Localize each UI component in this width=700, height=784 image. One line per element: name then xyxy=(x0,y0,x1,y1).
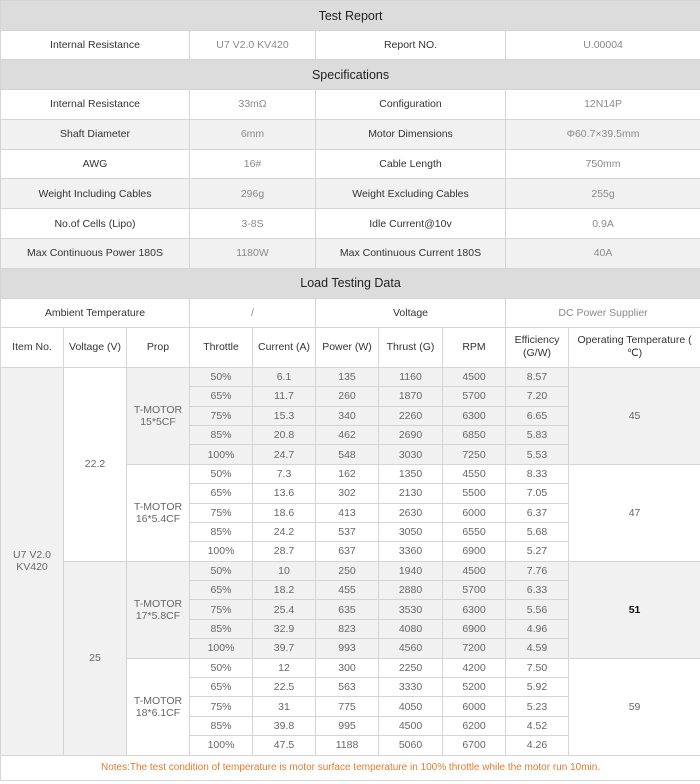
rpm-value: 5700 xyxy=(443,581,506,600)
col-header-current: Current (A) xyxy=(253,327,316,367)
report-model: U7 V2.0 KV420 xyxy=(190,31,316,60)
current-value: 24.2 xyxy=(253,522,316,541)
specifications-header xyxy=(1,60,700,90)
current-value: 10 xyxy=(253,561,316,580)
efficiency-value: 5.23 xyxy=(506,697,569,716)
rpm-value: 6000 xyxy=(443,503,506,522)
spec-value: 12N14P xyxy=(506,90,700,120)
spec-row xyxy=(1,119,700,149)
throttle-value: 65% xyxy=(190,581,253,600)
spec-label: Internal Resistance xyxy=(1,90,190,120)
specifications-body xyxy=(1,90,700,269)
power-value: 823 xyxy=(316,619,379,638)
load-testing-body xyxy=(1,367,700,755)
spec-label: Idle Current@10v xyxy=(316,209,506,239)
efficiency-value: 8.57 xyxy=(506,367,569,386)
throttle-value: 85% xyxy=(190,619,253,638)
thrust-value: 2880 xyxy=(379,581,443,600)
thrust-value: 3530 xyxy=(379,600,443,619)
load-table-headers xyxy=(1,327,700,367)
rpm-value: 7250 xyxy=(443,445,506,464)
spec-label: Max Continuous Current 180S xyxy=(316,238,506,268)
rpm-value: 4500 xyxy=(443,561,506,580)
throttle-value: 85% xyxy=(190,716,253,735)
spec-label: Cable Length xyxy=(316,149,506,179)
power-value: 250 xyxy=(316,561,379,580)
test-report-header xyxy=(1,1,700,31)
throttle-value: 50% xyxy=(190,464,253,483)
rpm-value: 6300 xyxy=(443,406,506,425)
power-value: 413 xyxy=(316,503,379,522)
power-value: 635 xyxy=(316,600,379,619)
report-row xyxy=(1,31,700,60)
rpm-value: 6700 xyxy=(443,736,506,755)
operating-temperature: 51 xyxy=(569,561,700,658)
rpm-value: 4550 xyxy=(443,464,506,483)
spec-row xyxy=(1,179,700,209)
throttle-value: 100% xyxy=(190,639,253,658)
spec-label: Weight Including Cables xyxy=(1,179,190,209)
current-value: 7.3 xyxy=(253,464,316,483)
voltage-label: Voltage xyxy=(316,298,506,327)
thrust-value: 2250 xyxy=(379,658,443,677)
thrust-value: 1350 xyxy=(379,464,443,483)
thrust-value: 3330 xyxy=(379,678,443,697)
power-value: 462 xyxy=(316,425,379,444)
col-header-thrust: Thrust (G) xyxy=(379,327,443,367)
rpm-value: 4500 xyxy=(443,367,506,386)
spec-row xyxy=(1,90,700,120)
thrust-value: 4080 xyxy=(379,619,443,638)
power-value: 775 xyxy=(316,697,379,716)
power-value: 455 xyxy=(316,581,379,600)
spec-label: Configuration xyxy=(316,90,506,120)
rpm-value: 5200 xyxy=(443,678,506,697)
report-label: Internal Resistance xyxy=(1,31,190,60)
notes-text: Notes:The test condition of temperature is motor surface temperature in 100% throttle while the motor run 10min. xyxy=(1,755,700,780)
col-header-power: Power (W) xyxy=(316,327,379,367)
prop-name: T-MOTOR 18*6.1CF xyxy=(127,658,190,755)
throttle-value: 65% xyxy=(190,484,253,503)
spec-value: 296g xyxy=(190,179,316,209)
thrust-value: 3050 xyxy=(379,522,443,541)
rpm-value: 6200 xyxy=(443,716,506,735)
voltage-value: 25 xyxy=(64,561,127,755)
throttle-value: 85% xyxy=(190,522,253,541)
throttle-value: 50% xyxy=(190,367,253,386)
throttle-value: 100% xyxy=(190,542,253,561)
prop-name: T-MOTOR 17*5.8CF xyxy=(127,561,190,658)
power-value: 135 xyxy=(316,367,379,386)
throttle-value: 100% xyxy=(190,445,253,464)
prop-name: T-MOTOR 15*5CF xyxy=(127,367,190,464)
report-no-value: U.00004 xyxy=(506,31,700,60)
thrust-value: 4560 xyxy=(379,639,443,658)
current-value: 13.6 xyxy=(253,484,316,503)
efficiency-value: 6.65 xyxy=(506,406,569,425)
throttle-value: 50% xyxy=(190,658,253,677)
rpm-value: 4200 xyxy=(443,658,506,677)
throttle-value: 75% xyxy=(190,600,253,619)
thrust-value: 1160 xyxy=(379,367,443,386)
throttle-value: 75% xyxy=(190,697,253,716)
throttle-value: 65% xyxy=(190,387,253,406)
efficiency-value: 7.76 xyxy=(506,561,569,580)
efficiency-value: 5.27 xyxy=(506,542,569,561)
col-header-rpm: RPM xyxy=(443,327,506,367)
current-value: 31 xyxy=(253,697,316,716)
current-value: 12 xyxy=(253,658,316,677)
thrust-value: 4500 xyxy=(379,716,443,735)
throttle-value: 100% xyxy=(190,736,253,755)
col-header-throttle: Throttle xyxy=(190,327,253,367)
current-value: 25.4 xyxy=(253,600,316,619)
rpm-value: 6000 xyxy=(443,697,506,716)
ambient-value: / xyxy=(190,298,316,327)
spec-row xyxy=(1,238,700,268)
ambient-row xyxy=(1,298,700,327)
power-value: 1188 xyxy=(316,736,379,755)
operating-temperature: 45 xyxy=(569,367,700,464)
current-value: 11.7 xyxy=(253,387,316,406)
thrust-value: 3360 xyxy=(379,542,443,561)
rpm-value: 7200 xyxy=(443,639,506,658)
spec-value: 0.9A xyxy=(506,209,700,239)
efficiency-value: 4.26 xyxy=(506,736,569,755)
throttle-value: 65% xyxy=(190,678,253,697)
efficiency-value: 7.20 xyxy=(506,387,569,406)
thrust-value: 2690 xyxy=(379,425,443,444)
thrust-value: 2260 xyxy=(379,406,443,425)
current-value: 39.8 xyxy=(253,716,316,735)
col-header-prop: Prop xyxy=(127,327,190,367)
thrust-value: 2130 xyxy=(379,484,443,503)
col-header-voltage: Voltage (V) xyxy=(64,327,127,367)
efficiency-value: 7.50 xyxy=(506,658,569,677)
item-no: U7 V2.0 KV420 xyxy=(1,367,64,755)
spec-value: 16# xyxy=(190,149,316,179)
power-value: 300 xyxy=(316,658,379,677)
power-value: 162 xyxy=(316,464,379,483)
rpm-value: 5700 xyxy=(443,387,506,406)
rpm-value: 6900 xyxy=(443,619,506,638)
efficiency-value: 5.53 xyxy=(506,445,569,464)
col-header-item: Item No. xyxy=(1,327,64,367)
spec-value: 33mΩ xyxy=(190,90,316,120)
spec-row xyxy=(1,209,700,239)
current-value: 15.3 xyxy=(253,406,316,425)
current-value: 6.1 xyxy=(253,367,316,386)
current-value: 22.5 xyxy=(253,678,316,697)
power-value: 340 xyxy=(316,406,379,425)
power-value: 302 xyxy=(316,484,379,503)
spec-row xyxy=(1,149,700,179)
data-row xyxy=(1,561,700,580)
rpm-value: 5500 xyxy=(443,484,506,503)
efficiency-value: 8.33 xyxy=(506,464,569,483)
current-value: 20.8 xyxy=(253,425,316,444)
current-value: 24.7 xyxy=(253,445,316,464)
spec-value: 255g xyxy=(506,179,700,209)
current-value: 32.9 xyxy=(253,619,316,638)
current-value: 18.2 xyxy=(253,581,316,600)
current-value: 47.5 xyxy=(253,736,316,755)
notes-row xyxy=(1,755,700,780)
rpm-value: 6550 xyxy=(443,522,506,541)
spec-label: AWG xyxy=(1,149,190,179)
thrust-value: 1870 xyxy=(379,387,443,406)
thrust-value: 4050 xyxy=(379,697,443,716)
efficiency-value: 5.92 xyxy=(506,678,569,697)
thrust-value: 5060 xyxy=(379,736,443,755)
test-report-title: Test Report xyxy=(1,1,700,31)
power-value: 637 xyxy=(316,542,379,561)
power-value: 537 xyxy=(316,522,379,541)
efficiency-value: 4.52 xyxy=(506,716,569,735)
spec-label: Max Continuous Power 180S xyxy=(1,238,190,268)
spec-label: Motor Dimensions xyxy=(316,119,506,149)
efficiency-value: 5.68 xyxy=(506,522,569,541)
spec-value: 750mm xyxy=(506,149,700,179)
thrust-value: 1940 xyxy=(379,561,443,580)
current-value: 28.7 xyxy=(253,542,316,561)
throttle-value: 85% xyxy=(190,425,253,444)
rpm-value: 6850 xyxy=(443,425,506,444)
efficiency-value: 6.33 xyxy=(506,581,569,600)
efficiency-value: 7.05 xyxy=(506,484,569,503)
power-value: 563 xyxy=(316,678,379,697)
spec-value: Φ60.7×39.5mm xyxy=(506,119,700,149)
ambient-label: Ambient Temperature xyxy=(1,298,190,327)
col-header-temperature: Operating Temperature ( ℃) xyxy=(569,327,700,367)
throttle-value: 50% xyxy=(190,561,253,580)
spec-label: Shaft Diameter xyxy=(1,119,190,149)
thrust-value: 2630 xyxy=(379,503,443,522)
spec-label: Weight Excluding Cables xyxy=(316,179,506,209)
spec-label: No.of Cells (Lipo) xyxy=(1,209,190,239)
data-row xyxy=(1,367,700,386)
current-value: 39.7 xyxy=(253,639,316,658)
rpm-value: 6900 xyxy=(443,542,506,561)
rpm-value: 6300 xyxy=(443,600,506,619)
throttle-value: 75% xyxy=(190,503,253,522)
power-value: 260 xyxy=(316,387,379,406)
voltage-value: 22.2 xyxy=(64,367,127,561)
efficiency-value: 5.56 xyxy=(506,600,569,619)
specifications-title: Specifications xyxy=(1,60,700,90)
load-testing-header xyxy=(1,268,700,298)
col-header-efficiency: Efficiency (G/W) xyxy=(506,327,569,367)
throttle-value: 75% xyxy=(190,406,253,425)
efficiency-value: 4.96 xyxy=(506,619,569,638)
efficiency-value: 5.83 xyxy=(506,425,569,444)
power-value: 995 xyxy=(316,716,379,735)
current-value: 18.6 xyxy=(253,503,316,522)
operating-temperature: 59 xyxy=(569,658,700,755)
load-testing-title: Load Testing Data xyxy=(1,268,700,298)
efficiency-value: 4.59 xyxy=(506,639,569,658)
efficiency-value: 6.37 xyxy=(506,503,569,522)
report-no-label: Report NO. xyxy=(316,31,506,60)
spec-value: 1180W xyxy=(190,238,316,268)
thrust-value: 3030 xyxy=(379,445,443,464)
voltage-value: DC Power Supplier xyxy=(506,298,700,327)
power-value: 548 xyxy=(316,445,379,464)
power-value: 993 xyxy=(316,639,379,658)
spec-value: 3-8S xyxy=(190,209,316,239)
spec-value: 40A xyxy=(506,238,700,268)
spec-value: 6mm xyxy=(190,119,316,149)
operating-temperature: 47 xyxy=(569,464,700,561)
prop-name: T-MOTOR 16*5.4CF xyxy=(127,464,190,561)
